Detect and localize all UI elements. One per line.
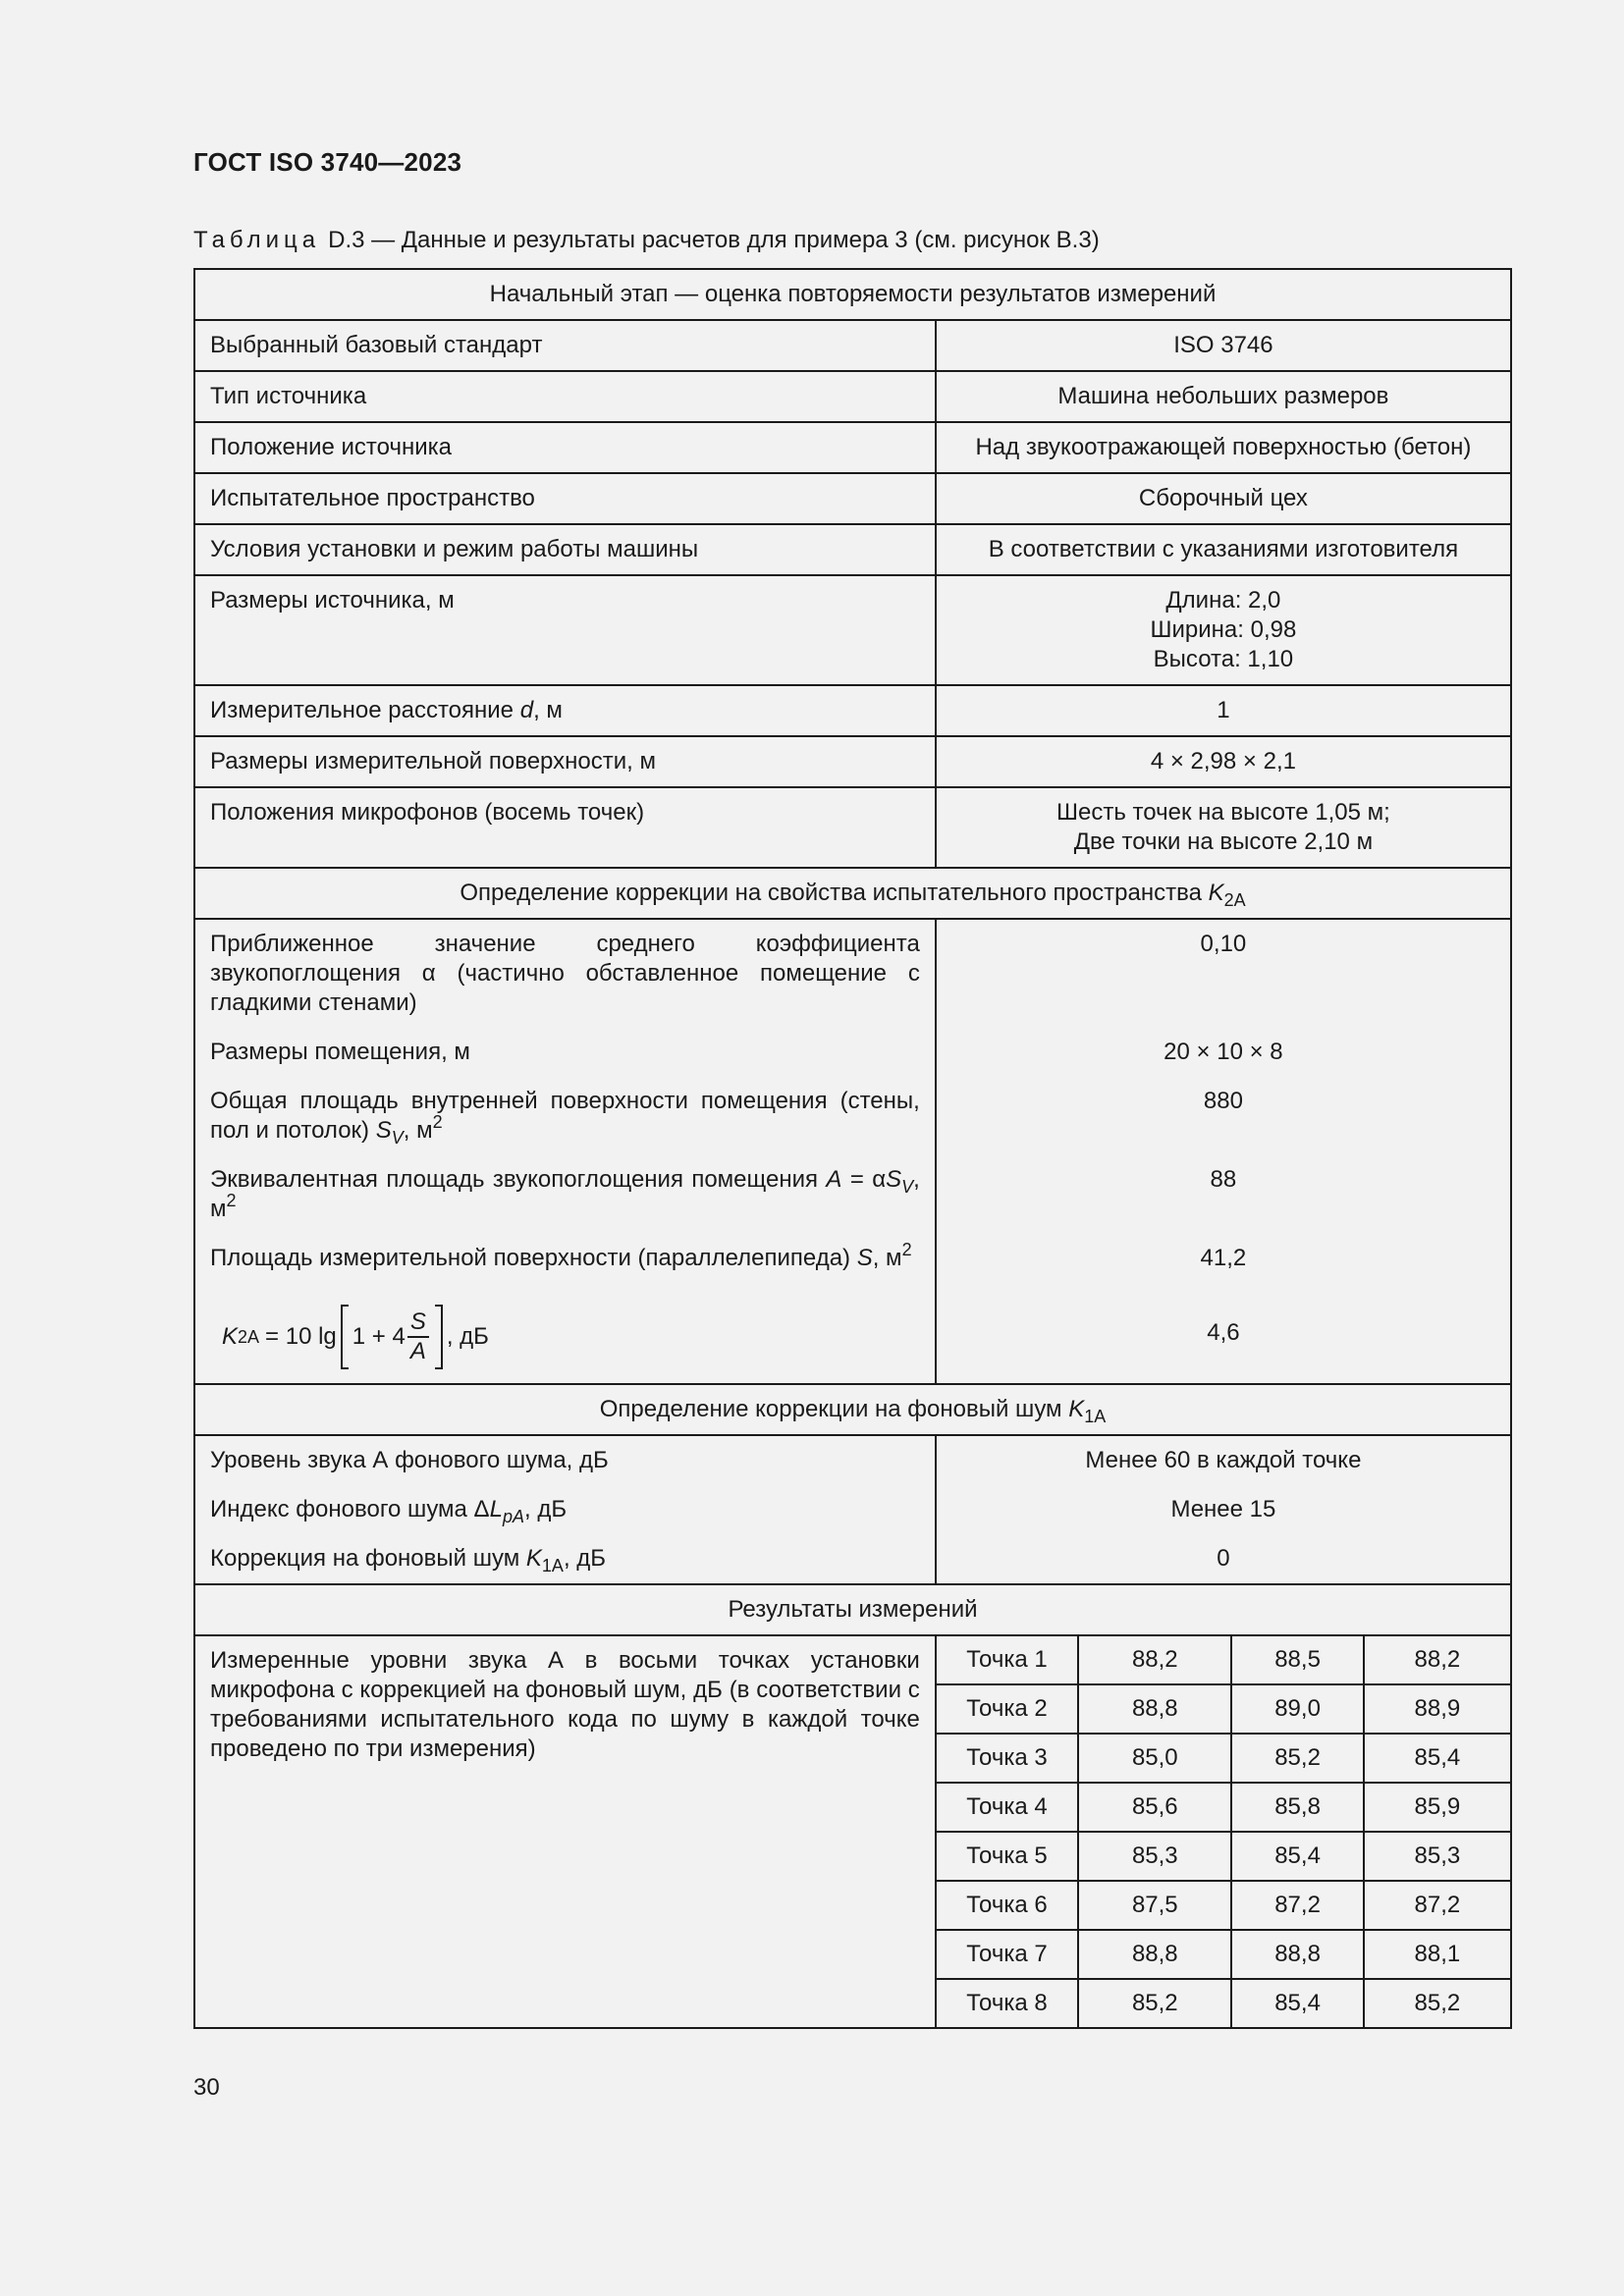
results-label: Измеренные уровни звука А в восьми точках установки микрофона с коррекцией на фоновый шум, дБ (в соответствии с требованиями испытательного кода по шуму в каждой точке проведено по три измерения) — [194, 1635, 936, 2028]
variable: S — [375, 1117, 392, 1144]
row-value: 88 — [936, 1155, 1511, 1234]
measurement-value: 88,1 — [1364, 1930, 1510, 1979]
row-value: 0 — [936, 1534, 1511, 1584]
results-grid-cell — [936, 1635, 1511, 2028]
row-label: Размеры помещения, м — [194, 1028, 936, 1077]
row-label: Положения микрофонов (восемь точек) — [194, 787, 936, 868]
measurement-value: 85,2 — [1364, 1979, 1510, 2027]
subscript: 1A — [1084, 1407, 1107, 1426]
section-row — [194, 868, 1511, 919]
unit: , дБ — [446, 1323, 489, 1350]
table-row — [937, 1783, 1510, 1832]
row-label — [194, 1485, 936, 1534]
table-row — [194, 1283, 1511, 1384]
table-row — [194, 787, 1511, 868]
variable: A — [826, 1166, 842, 1193]
label-text: Площадь измерительной поверхности (параллелепипеда) — [210, 1245, 857, 1271]
section-row — [194, 269, 1511, 320]
caption-label: Таблица — [193, 227, 321, 253]
mic-positions-value — [936, 787, 1511, 868]
caption-text: D.3 — Данные и результаты расчетов для примера 3 (см. рисунок В.3) — [328, 227, 1100, 253]
row-value: 41,2 — [936, 1234, 1511, 1283]
measurement-value: 88,8 — [1231, 1930, 1363, 1979]
table-row — [937, 1979, 1510, 2027]
variable: K — [525, 1545, 542, 1572]
row-value: 20 × 10 × 8 — [936, 1028, 1511, 1077]
mic-line-1: Шесть точек на высоте 1,05 м; — [1056, 799, 1390, 826]
table-row — [937, 1734, 1510, 1783]
row-value: ISO 3746 — [936, 320, 1511, 371]
section-row — [194, 1584, 1511, 1635]
section-title-results: Результаты измерений — [194, 1584, 1511, 1635]
table-row — [937, 1930, 1510, 1979]
section-title-k2a — [194, 868, 1511, 919]
table-row — [194, 1077, 1511, 1155]
subscript: V — [901, 1177, 914, 1197]
superscript: 2 — [226, 1191, 237, 1210]
measurement-value: 85,2 — [1078, 1979, 1231, 2027]
point-name: Точка 2 — [937, 1684, 1078, 1734]
variable: K — [222, 1323, 239, 1350]
right-bracket — [435, 1305, 443, 1369]
variable: K — [1208, 880, 1224, 906]
section-text: Определение коррекции на фоновый шум — [599, 1396, 1069, 1422]
table-row — [194, 575, 1511, 685]
formula-cell — [194, 1283, 936, 1384]
source-dimensions-value — [936, 575, 1511, 685]
row-label — [194, 1534, 936, 1584]
row-value: В соответствии с указаниями изготовителя — [936, 524, 1511, 575]
row-value: Менее 60 в каждой точке — [936, 1435, 1511, 1485]
section-row — [194, 1384, 1511, 1435]
table-row — [937, 1881, 1510, 1930]
subscript: pA — [502, 1507, 524, 1526]
measurement-value: 85,3 — [1364, 1832, 1510, 1881]
row-value: Машина небольших размеров — [936, 371, 1511, 422]
length-line: Длина: 2,0 — [1165, 587, 1281, 614]
results-grid — [937, 1636, 1510, 2027]
table-row — [194, 685, 1511, 736]
row-label: Условия установки и режим работы машины — [194, 524, 936, 575]
measurement-value: 88,8 — [1078, 1684, 1231, 1734]
row-label: Приближенное значение среднего коэффициента звукопоглощения α (частично обставленное помещение с гладкими стенами) — [194, 919, 936, 1028]
measurement-value: 85,4 — [1364, 1734, 1510, 1783]
table-row — [194, 1234, 1511, 1283]
point-name: Точка 7 — [937, 1930, 1078, 1979]
formula-eq: = 10 lg — [265, 1323, 337, 1350]
table-caption — [193, 227, 1100, 254]
table-row — [194, 1028, 1511, 1077]
row-value: 4,6 — [936, 1283, 1511, 1384]
superscript: 2 — [901, 1240, 912, 1259]
variable: L — [489, 1496, 503, 1522]
mic-line-2: Две точки на высоте 2,10 м — [1073, 828, 1374, 855]
height-line: Высота: 1,10 — [1153, 646, 1294, 672]
row-label: Выбранный базовый стандарт — [194, 320, 936, 371]
table-row — [937, 1832, 1510, 1881]
label-text: Коррекция на фоновый шум — [210, 1545, 526, 1572]
point-name: Точка 8 — [937, 1979, 1078, 2027]
row-label — [194, 685, 936, 736]
measurement-value: 87,2 — [1231, 1881, 1363, 1930]
table-row — [194, 1485, 1511, 1534]
k2a-formula: K 2A = 10 lg 1 + 4 $\frac{S}{A}$ , дБ — [210, 1305, 489, 1369]
left-bracket — [341, 1305, 349, 1369]
table-row — [937, 1636, 1510, 1684]
variable: S — [856, 1245, 873, 1271]
point-name: Точка 3 — [937, 1734, 1078, 1783]
table-row — [194, 736, 1511, 787]
width-line: Ширина: 0,98 — [1150, 616, 1297, 643]
measurement-value: 85,2 — [1231, 1734, 1363, 1783]
table-row — [194, 1155, 1511, 1234]
variable: d — [519, 697, 534, 723]
document-header: ГОСТ ISO 3740—2023 — [193, 147, 462, 177]
row-label — [194, 1155, 936, 1234]
table-row — [937, 1684, 1510, 1734]
label-text: Эквивалентная площадь звукопоглощения помещения — [210, 1166, 827, 1193]
measurement-value: 89,0 — [1231, 1684, 1363, 1734]
variable: K — [1068, 1396, 1085, 1422]
page-number: 30 — [193, 2074, 220, 2101]
row-label: Тип источника — [194, 371, 936, 422]
measurement-value: 85,4 — [1231, 1832, 1363, 1881]
table-row — [194, 422, 1511, 473]
unit: , м — [533, 697, 563, 723]
superscript: 2 — [432, 1112, 443, 1132]
measurement-value: 88,2 — [1364, 1636, 1510, 1684]
section-title-initial: Начальный этап — оценка повторяемости результатов измерений — [194, 269, 1511, 320]
row-value: 4 × 2,98 × 2,1 — [936, 736, 1511, 787]
unit: , дБ — [563, 1545, 607, 1572]
section-text: Определение коррекции на свойства испытательного пространства — [460, 880, 1209, 906]
row-label: Испытательное пространство — [194, 473, 936, 524]
row-value: Сборочный цех — [936, 473, 1511, 524]
row-label: Положение источника — [194, 422, 936, 473]
measurement-value: 85,0 — [1078, 1734, 1231, 1783]
point-name: Точка 4 — [937, 1783, 1078, 1832]
measurement-value: 87,2 — [1364, 1881, 1510, 1930]
measurement-value: 88,2 — [1078, 1636, 1231, 1684]
table-row — [194, 473, 1511, 524]
denominator: A — [409, 1338, 426, 1364]
variable: S — [886, 1166, 902, 1193]
fraction — [407, 1308, 429, 1365]
equals: = α — [841, 1166, 887, 1193]
measurement-value: 88,8 — [1078, 1930, 1231, 1979]
table-row — [194, 1534, 1511, 1584]
unit: , дБ — [523, 1496, 568, 1522]
table-row — [194, 524, 1511, 575]
table-row — [194, 919, 1511, 1028]
table-row — [194, 371, 1511, 422]
row-label — [194, 1234, 936, 1283]
unit: , м — [210, 1166, 920, 1222]
point-name: Точка 1 — [937, 1636, 1078, 1684]
row-label — [194, 1077, 936, 1155]
measurement-value: 88,5 — [1231, 1636, 1363, 1684]
measurement-value: 85,6 — [1078, 1783, 1231, 1832]
unit: , м — [403, 1117, 433, 1144]
unit: , м — [872, 1245, 902, 1271]
section-title-k1a — [194, 1384, 1511, 1435]
row-value: Над звукоотражающей поверхностью (бетон) — [936, 422, 1511, 473]
row-value: Менее 15 — [936, 1485, 1511, 1534]
row-value: 880 — [936, 1077, 1511, 1155]
table-row — [194, 1435, 1511, 1485]
label-text: Общая площадь внутренней поверхности помещения (стены, пол и потолок) — [210, 1088, 920, 1144]
point-name: Точка 5 — [937, 1832, 1078, 1881]
row-label: Размеры источника, м — [194, 575, 936, 685]
label-text: Индекс фонового шума Δ — [210, 1496, 490, 1522]
formula-term: 1 + 4 — [352, 1323, 406, 1350]
subscript: 1A — [541, 1556, 564, 1575]
numerator: S — [407, 1308, 429, 1338]
subscript: V — [391, 1128, 404, 1148]
row-value: 1 — [936, 685, 1511, 736]
point-name: Точка 6 — [937, 1881, 1078, 1930]
subscript: 2A — [1223, 890, 1246, 910]
measurement-value: 85,4 — [1231, 1979, 1363, 2027]
measurement-value: 88,9 — [1364, 1684, 1510, 1734]
measurement-value: 87,5 — [1078, 1881, 1231, 1930]
row-label: Размеры измерительной поверхности, м — [194, 736, 936, 787]
label-text: Измерительное расстояние — [210, 697, 520, 723]
table-row — [194, 320, 1511, 371]
results-row — [194, 1635, 1511, 2028]
row-value: 0,10 — [936, 919, 1511, 1028]
measurement-value: 85,9 — [1364, 1783, 1510, 1832]
row-label: Уровень звука А фонового шума, дБ — [194, 1435, 936, 1485]
measurement-value: 85,3 — [1078, 1832, 1231, 1881]
measurement-value: 85,8 — [1231, 1783, 1363, 1832]
data-table — [193, 268, 1512, 2029]
